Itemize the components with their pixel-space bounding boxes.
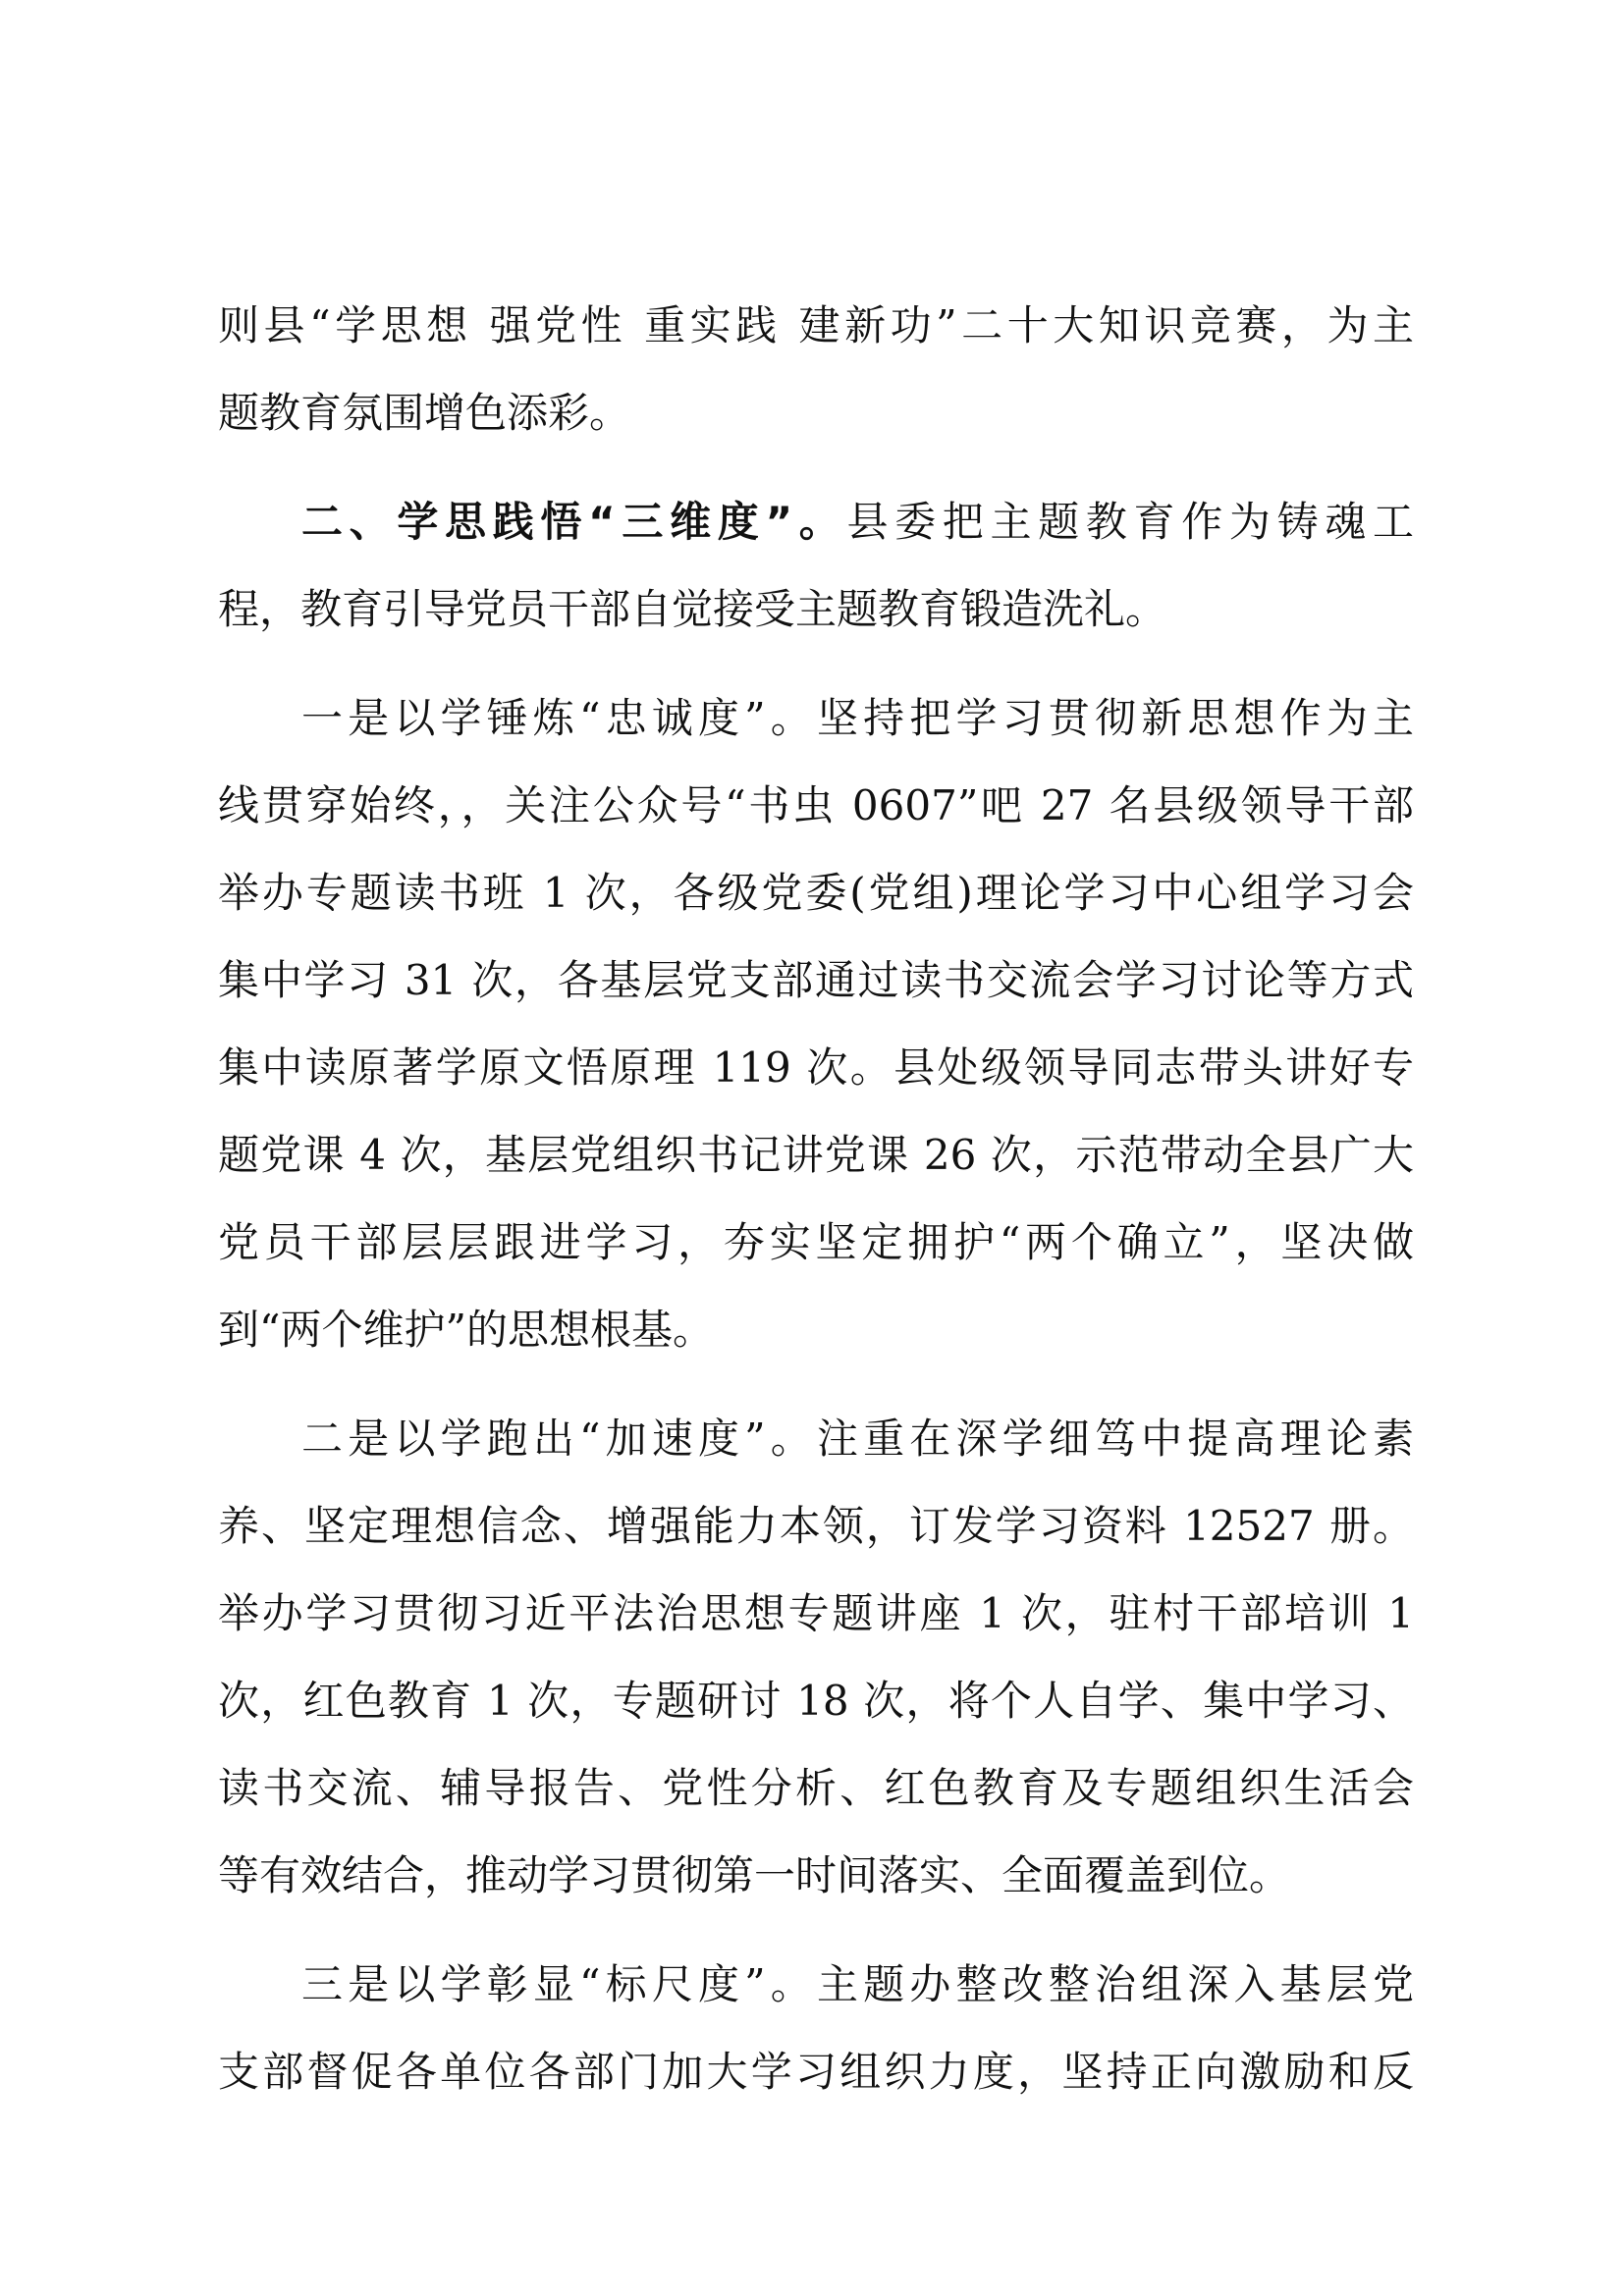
section-heading: 二、学思践悟“三维度”。: [301, 498, 847, 546]
paragraph-line: 线贯穿始终，，关注公众号“书虫 0607”吧 27 名县级领导干部: [218, 781, 1414, 829]
paragraph-line: 次，红色教育 1 次，专题研讨 18 次，将个人自学、集中学习、: [218, 1677, 1414, 1725]
paragraph-line-text: 县委把主题教育作为铸魂工: [846, 498, 1414, 546]
paragraph-line: 举办专题读书班 1 次，各级党委(党组)理论学习中心组学习会: [218, 869, 1414, 917]
paragraph-line: 程，教育引导党员干部自觉接受主题教育锻造洗礼。: [218, 585, 1167, 633]
paragraph-line: 题党课 4 次，基层党组织书记讲党课 26 次，示范带动全县广大: [218, 1131, 1414, 1179]
paragraph-line: 等有效结合，推动学习贯彻第一时间落实、全面覆盖到位。: [218, 1851, 1291, 1899]
paragraph-line: 集中学习 31 次，各基层党支部通过读书交流会学习讨论等方式: [218, 956, 1414, 1004]
paragraph-line: 到“两个维护”的思想根基。: [218, 1306, 714, 1354]
paragraph-line: 一是以学锤炼“忠诚度”。坚持把学习贯彻新思想作为主: [301, 694, 1414, 742]
paragraph-line: 党员干部层层跟进学习，夯实坚定拥护“两个确立”，坚决做: [218, 1218, 1414, 1266]
paragraph-line: 集中读原著学原文悟原理 119 次。县处级领导同志带头讲好专: [218, 1043, 1414, 1092]
paragraph-line: 举办学习贯彻习近平法治思想专题讲座 1 次，驻村干部培训 1: [218, 1589, 1414, 1637]
paragraph-line: 读书交流、辅导报告、党性分析、红色教育及专题组织生活会: [218, 1764, 1414, 1812]
section-heading-line: [301, 488, 1414, 557]
paragraph-line: 则县“学思想 强党性 重实践 建新功”二十大知识竞赛，为主: [218, 301, 1414, 349]
paragraph-line: 三是以学彰显“标尺度”。主题办整改整治组深入基层党: [301, 1960, 1414, 2008]
paragraph-line: 养、坚定理想信念、增强能力本领，订发学习资料 12527 册。: [218, 1502, 1414, 1550]
paragraph-line: 二是以学跑出“加速度”。注重在深学细笃中提高理论素: [301, 1415, 1414, 1463]
paragraph-line: 题教育氛围增色添彩。: [218, 389, 631, 437]
paragraph-line: 支部督促各单位各部门加大学习组织力度，坚持正向激励和反: [218, 2048, 1414, 2096]
